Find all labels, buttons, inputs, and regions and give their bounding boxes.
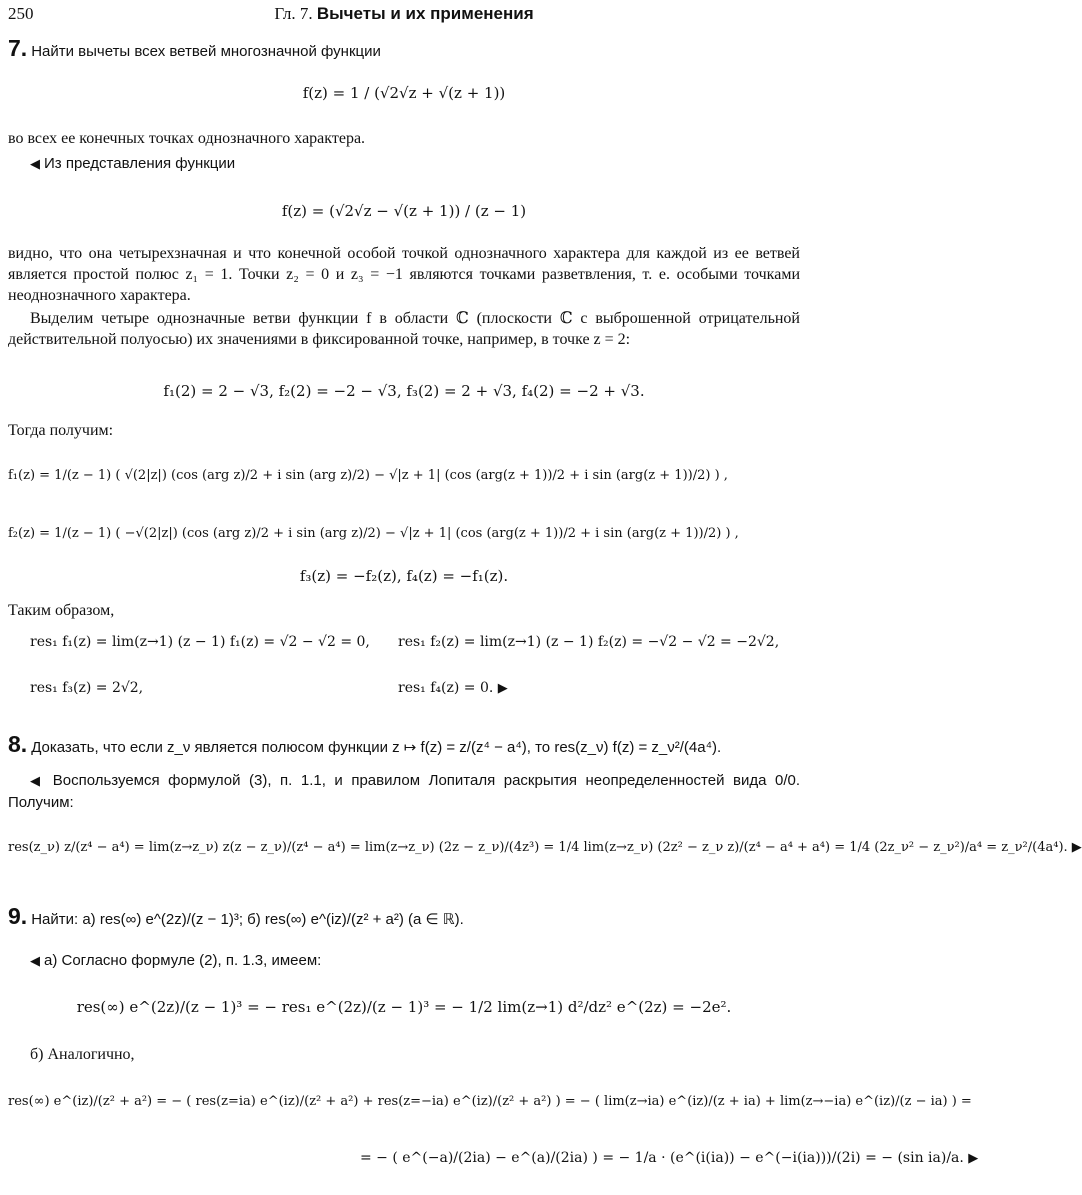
residue-f2: res₁ f₂(z) = lim(z→1) (z − 1) f₂(z) = −√2 − √2 = −2√2, xyxy=(398,634,780,650)
solution-text: Воспользуемся формулой (3), п. 1.1, и правилом Лопиталя раскрытия неопределенностей вида 0/0. Получим: xyxy=(8,772,801,811)
problem-7-statement-end: во всех ее конечных точках однозначного характера. xyxy=(8,130,366,147)
formula-representation: f(z) = (√2√z − √(z + 1)) / (z − 1) xyxy=(281,202,527,220)
chapter-number: Гл. 7. xyxy=(274,4,313,23)
formula-part-a: res(∞) e^(2z)/(z − 1)³ = − res₁ e^(2z)/(z − 1)³ = − 1/2 lim(z→1) d²/dz² e^(2z) = −2e². xyxy=(76,998,732,1016)
problem-9-statement xyxy=(8,903,800,930)
problem-number: 9. xyxy=(8,903,28,929)
problem-text: Найти вычеты всех ветвей многозначной функции xyxy=(31,43,381,60)
problem-text: Доказать, что если z_ν является полюсом функции z ↦ f(z) = z/(z⁴ − a⁴), то res(z_ν) f(z) = z_ν²/(4a⁴). xyxy=(31,739,722,756)
residue-f3: res₁ f₃(z) = 2√2, xyxy=(30,680,144,696)
problem-number: 8. xyxy=(8,731,28,757)
residue-computation: res(z_ν) z/(z⁴ − a⁴) = lim(z→z_ν) z(z − z_ν)/(z⁴ − a⁴) = lim(z→z_ν) (2z − z_ν)/(4z³) = 1/4 lim(z→z_ν) (2z² − z_ν z)/(z⁴ − a⁴ + a⁴) = 1/4 (2z_ν² − z_ν²)/a⁴ = z_ν²/(4a⁴). xyxy=(8,840,1068,855)
text-then: Тогда получим: xyxy=(8,422,114,439)
problem-number: 7. xyxy=(8,35,28,61)
formula-f2: f₂(z) = 1/(z − 1) ( −√(2|z|) (cos (arg z)/2 + i sin (arg z)/2) − √|z + 1| (cos (arg(z + 1))/2 + i sin (arg(z + 1))/2) ) , xyxy=(8,526,739,541)
problem-7-statement xyxy=(8,35,800,62)
solution-start-marker: ◀ xyxy=(30,774,45,789)
formula-function: f(z) = 1 / (√2√z + √(z + 1)) xyxy=(302,84,506,102)
solution-intro xyxy=(8,153,800,175)
solution-end-marker: ▶ xyxy=(497,681,508,696)
part-a-intro xyxy=(8,950,800,972)
problem-text: Найти: а) res(∞) e^(2z)/(z − 1)³; б) res(∞) e^(iz)/(z² + a²) (a ∈ ℝ). xyxy=(31,911,464,928)
part-b-result: = − ( e^(−a)/(2ia) − e^(a)/(2ia) ) = − 1/a · (e^(i(ia)) − e^(−i(ia)))/(2i) = − (sin ia)/a. xyxy=(360,1150,964,1166)
paragraph-analysis: видно, что она четырехзначная и что конечной особой точкой однозначного характера для каждой из ее ветвей является простой полюс z₁ = 1. Точки z₂ = 0 и z₃ = −1 являются точками разветвления, т. е. особыми точками неоднозначного характера. xyxy=(8,245,800,304)
part-a-intro-text: а) Согласно формуле (2), п. 1.3, имеем: xyxy=(44,952,322,969)
solution-start-marker: ◀ xyxy=(30,157,40,172)
solution-intro-text: Из представления функции xyxy=(44,155,236,172)
solution-start-marker: ◀ xyxy=(30,954,40,969)
residue-f1: res₁ f₁(z) = lim(z→1) (z − 1) f₁(z) = √2 − √2 = 0, xyxy=(30,634,370,650)
solution-end-marker: ▶ xyxy=(1071,840,1082,855)
problem-8-statement xyxy=(8,731,800,758)
residue-f4: res₁ f₄(z) = 0. xyxy=(398,680,494,696)
formula-residue-computation xyxy=(8,840,1082,855)
residue-f4-line xyxy=(398,680,800,696)
formula-f3-f4: f₃(z) = −f₂(z), f₄(z) = −f₁(z). xyxy=(299,567,509,585)
chapter-heading xyxy=(8,4,800,24)
problem-8-solution xyxy=(8,770,800,813)
formula-part-b-line2 xyxy=(360,1150,979,1166)
running-header xyxy=(8,4,800,26)
formula-branch-values: f₁(2) = 2 − √3, f₂(2) = −2 − √3, f₃(2) = 2 + √3, f₄(2) = −2 + √3. xyxy=(163,382,645,400)
solution-end-marker: ▶ xyxy=(968,1151,979,1166)
formula-part-b-line1: res(∞) e^(iz)/(z² + a²) = − ( res(z=ia) e^(iz)/(z² + a²) + res(z=−ia) e^(iz)/(z² + a²) ) = − ( lim(z→ia) e^(iz)/(z + ia) + lim(z→−ia) e^(iz)/(z − ia) ) = xyxy=(8,1094,972,1109)
paragraph-branches: Выделим четыре однозначные ветви функции f в области ℂ (плоскости ℂ с выброшенной отрицательной действительной полуосью) их значениями в фиксированной точке, например, в точке z = 2: xyxy=(8,310,800,348)
chapter-title: Вычеты и их применения xyxy=(316,4,534,23)
formula-f1: f₁(z) = 1/(z − 1) ( √(2|z|) (cos (arg z)/2 + i sin (arg z)/2) − √|z + 1| (cos (arg(z + 1))/2 + i sin (arg(z + 1))/2) ) , xyxy=(8,468,728,483)
part-b-intro: б) Аналогично, xyxy=(30,1046,135,1063)
page-number: 250 xyxy=(8,4,34,23)
text-thus: Таким образом, xyxy=(8,602,115,619)
